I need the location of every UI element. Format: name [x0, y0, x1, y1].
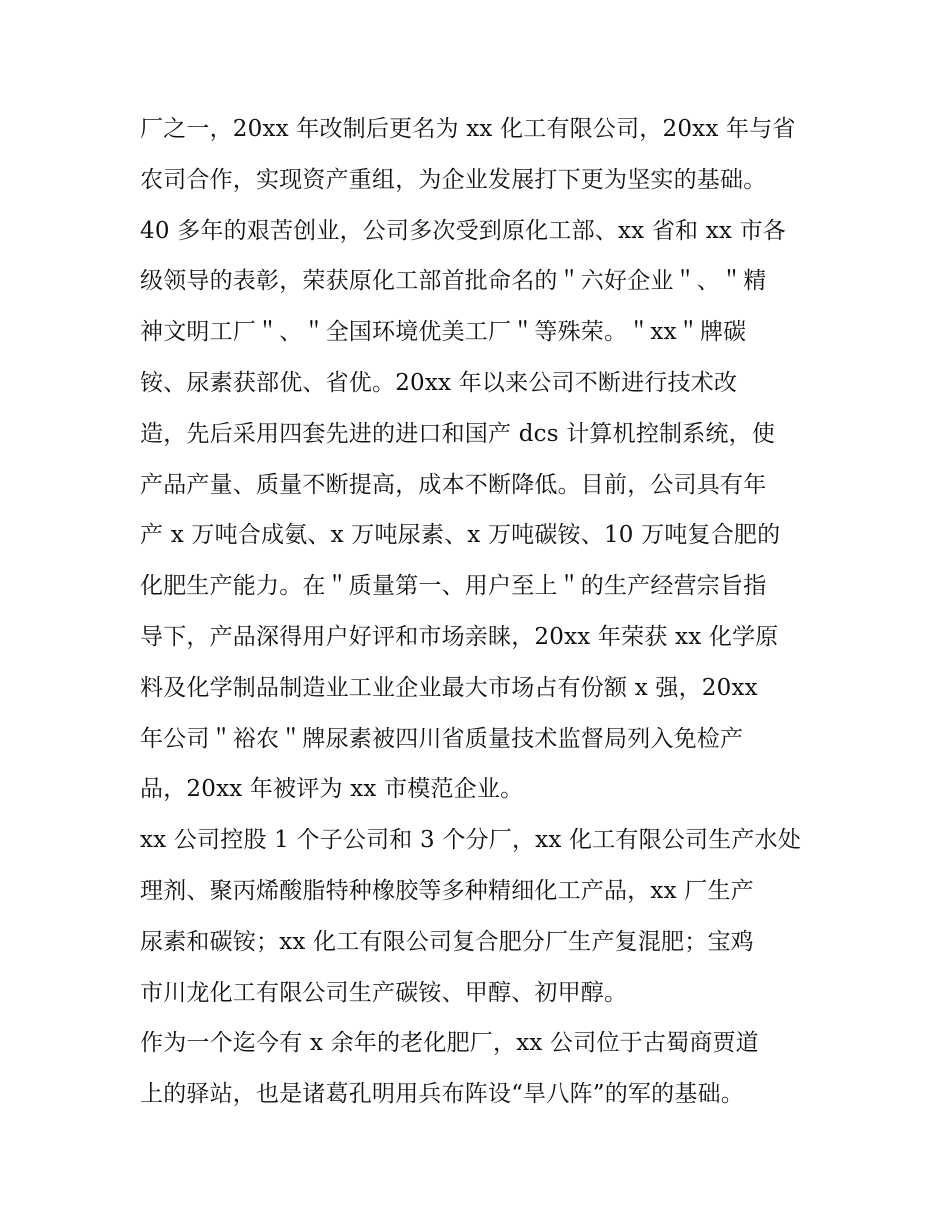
- text-line: 造，先后采用四套先进的进口和国产 dcs 计算机控制系统，使: [140, 420, 776, 447]
- text-line: 化肥生产能力。在＂质量第一、用户至上＂的生产经营宗旨指: [140, 573, 767, 600]
- text-line: 上的驿站，也是诸葛孔明用兵布阵设“旱八阵”的军的基础。: [140, 1081, 744, 1108]
- text-line: 产 x 万吨合成氨、x 万吨尿素、x 万吨碳铵、10 万吨复合肥的: [140, 522, 781, 549]
- text-line: 40 多年的艰苦创业，公司多次受到原化工部、xx 省和 xx 市各: [140, 217, 786, 244]
- paragraph-company-history: [140, 104, 840, 815]
- text-line: 导下，产品深得用户好评和市场亲睐，20xx 年荣获 xx 化学原: [140, 623, 779, 650]
- text-line: 农司合作，实现资产重组，为企业发展打下更为坚实的基础。: [140, 166, 767, 193]
- paragraph-subsidiaries: [140, 815, 840, 1018]
- text-line: 级领导的表彰，荣获原化工部首批命名的＂六好企业＂、＂精: [140, 268, 767, 295]
- text-line: 尿素和碳铵；xx 化工有限公司复合肥分厂生产复混肥；宝鸡: [140, 928, 754, 955]
- text-line: 厂之一，20xx 年改制后更名为 xx 化工有限公司，20xx 年与省: [140, 116, 796, 142]
- text-line: 作为一个迄今有 x 余年的老化肥厂，xx 公司位于古蜀商贾道: [140, 1030, 759, 1057]
- text-line: 神文明工厂＂、＂全国环境优美工厂＂等殊荣。＂xx＂牌碳: [140, 319, 747, 346]
- text-line: 铵、尿素获部优、省优。20xx 年以来公司不断进行技术改: [140, 369, 738, 396]
- text-line: 产品产量、质量不断提高，成本不断降低。目前，公司具有年: [140, 471, 767, 498]
- text-line: 料及化学制品制造业工业企业最大市场占有份额 x 强，20xx: [140, 674, 758, 701]
- paragraph-location: [140, 1018, 840, 1120]
- text-line: 市川龙化工有限公司生产碳铵、甲醇、初甲醇。: [140, 979, 628, 1006]
- text-line: 理剂、聚丙烯酸脂特种橡胶等多种精细化工产品，xx 厂生产: [140, 877, 754, 904]
- document-body: [140, 104, 840, 1120]
- text-line: xx 公司控股 1 个子公司和 3 个分厂，xx 化工有限公司生产水处: [140, 827, 802, 854]
- text-line: 品，20xx 年被评为 xx 市模范企业。: [140, 776, 524, 803]
- text-line: 年公司＂裕农＂牌尿素被四川省质量技术监督局列入免检产: [140, 725, 744, 752]
